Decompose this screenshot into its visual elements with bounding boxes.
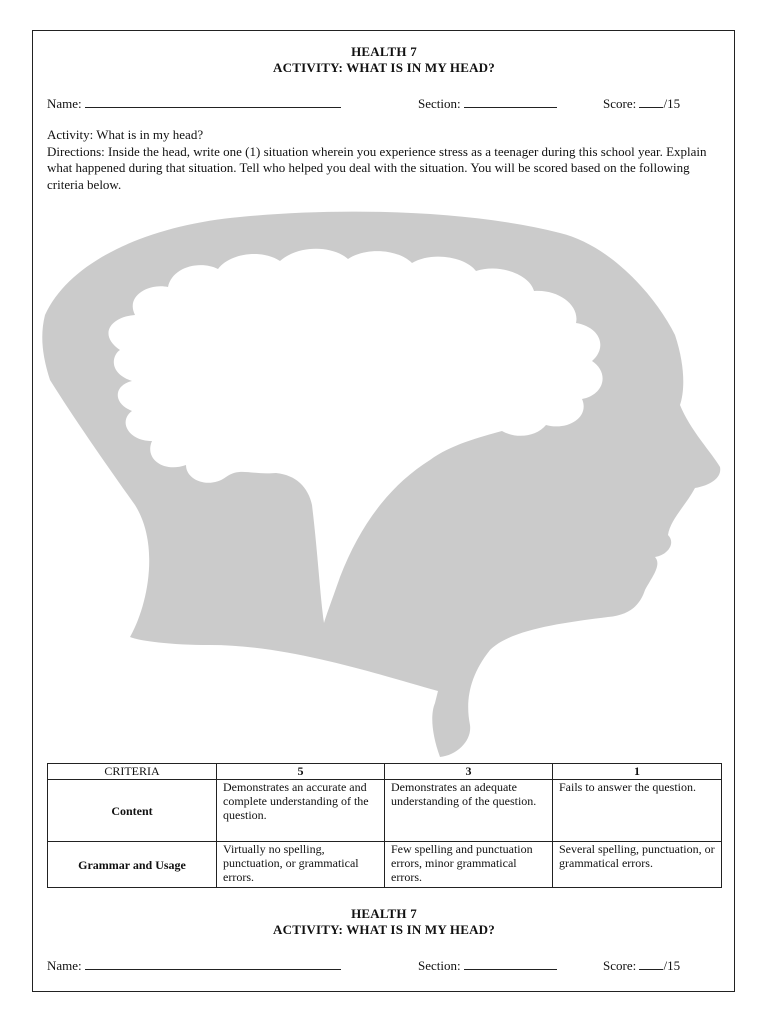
content-3-cell: Demonstrates an adequate understanding of the question. — [385, 780, 553, 842]
score-field[interactable] — [603, 95, 680, 112]
activity-line: Activity: What is in my head? — [47, 127, 204, 142]
footer-section-field[interactable] — [418, 957, 557, 974]
score-label: Score: — [603, 96, 637, 111]
grammar-1-cell: Several spelling, punctuation, or grammatical errors. — [553, 842, 722, 888]
footer-score-field[interactable] — [603, 957, 680, 974]
head-profile-brain-icon — [40, 205, 730, 760]
criteria-content: Content — [48, 780, 217, 842]
name-field[interactable] — [47, 95, 341, 112]
grammar-5-cell: Virtually no spelling, punctuation, or grammatical errors. — [217, 842, 385, 888]
footer-score-label: Score: — [603, 958, 637, 973]
directions-text: Directions: Inside the head, write one (1) situation wherein you experience stress as a teenager during this school year. Explain what happened during that situation. Tell who helped you deal with the situation. You will be scored based on the following criteria below. — [47, 143, 707, 192]
footer-activity-title: ACTIVITY: WHAT IS IN MY HEAD? — [273, 922, 495, 937]
rubric-header-row — [48, 764, 722, 780]
score-blank[interactable] — [639, 95, 663, 108]
score-1-header: 1 — [553, 764, 722, 780]
footer-score-total: /15 — [663, 958, 681, 973]
subject-title: HEALTH 7 — [351, 44, 417, 59]
grammar-3-cell: Few spelling and punctuation errors, minor grammatical errors. — [385, 842, 553, 888]
footer-student-info-row — [47, 957, 707, 975]
footer-score-blank[interactable] — [639, 957, 663, 970]
content-1-cell: Fails to answer the question. — [553, 780, 722, 842]
content-5-cell: Demonstrates an accurate and complete understanding of the question. — [217, 780, 385, 842]
student-info-row — [47, 95, 707, 113]
score-total: /15 — [663, 96, 681, 111]
criteria-grammar: Grammar and Usage — [48, 842, 217, 888]
activity-title: ACTIVITY: WHAT IS IN MY HEAD? — [273, 60, 495, 75]
footer-name-field[interactable] — [47, 957, 341, 974]
rubric-table — [47, 763, 722, 888]
table-row — [48, 842, 722, 888]
score-5-header: 5 — [217, 764, 385, 780]
directions-block — [47, 127, 712, 193]
name-label: Name: — [47, 96, 82, 111]
section-label: Section: — [418, 96, 461, 111]
criteria-header: CRITERIA — [48, 764, 217, 780]
name-blank[interactable] — [85, 95, 341, 108]
section-blank[interactable] — [464, 95, 557, 108]
footer-section-label: Section: — [418, 958, 461, 973]
footer-subject-title: HEALTH 7 — [351, 906, 417, 921]
section-field[interactable] — [418, 95, 557, 112]
footer-name-label: Name: — [47, 958, 82, 973]
table-row — [48, 780, 722, 842]
score-3-header: 3 — [385, 764, 553, 780]
footer-section-blank[interactable] — [464, 957, 557, 970]
footer-name-blank[interactable] — [85, 957, 341, 970]
